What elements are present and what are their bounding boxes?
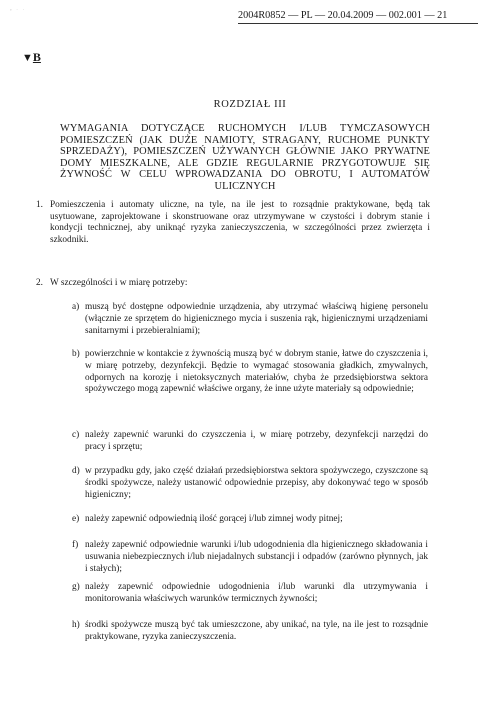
list-item-label: h): [72, 620, 80, 630]
list-item-a: [72, 302, 428, 337]
list-item-text: należy zapewnić odpowiednie warunki i/lub udogodnienia dla higienicznego składowania i usuwania niebezpiecznych i/lub niejadalnych substancji i odpadów (zarówno płynnych, jak i stałych);: [85, 540, 428, 574]
list-item-label: e): [72, 514, 80, 524]
list-item-text: należy zapewnić odpowiednie udogodnienia i/lub warunki dla utrzymywania i monitorowania właściwych warunków termicznych żywności;: [85, 582, 428, 604]
amendment-marker-letter: B: [32, 50, 41, 64]
section-heading: WYMAGANIA DOTYCZĄCE RUCHOMYCH I/LUB TYMCZASOWYCH POMIESZCZEŃ (JAK DUŻE NAMIOTY, STRAGANY, RUCHOME PUNKTY SPRZEDAŻY), POMIESZCZEŃ UŻYWANYCH GŁÓWNIE JAKO PRYWATNE DOMY MIESZKALNE, ALE GDZIE REGULARNIE PRZYGOTOWUJE SIĘ ŻYWNOŚĆ W CELU WPROWADZANIA DO OBROTU, I AUTOMATÓW ULICZNYCH: [60, 123, 430, 192]
triangle-down-icon: ▼: [22, 52, 33, 64]
list-item-label: b): [72, 349, 80, 359]
list-item-text: powierzchnie w kontakcie z żywnością muszą być w dobrym stanie, łatwe do czyszczenia i, w miarę potrzeby, dezynfekcji. Będzie to wymagać stosowania gładkich, zmywalnych, odpornych na korozję i nietoksycznych materiałów, chyba że przedsiębiorstwa sektora spożywczego mogą zapewnić właściwe organy, że inne użyte materiały są odpowiednie;: [85, 349, 428, 395]
list-item-label: g): [72, 582, 80, 592]
list-item-d: [72, 466, 428, 501]
paragraph-2: [36, 278, 430, 290]
list-item-text: należy zapewnić odpowiednią ilość gorącej i/lub zimnej wody pitnej;: [85, 514, 343, 524]
list-item-e: [72, 514, 428, 526]
list-item-f: [72, 540, 428, 575]
amendment-marker: [22, 50, 41, 65]
list-item-text: muszą być dostępne odpowiednie urządzenia, aby utrzymać właściwą higienę personelu (włącznie ze sprzętem do higienicznego mycia i suszenia rąk, higienicznymi urządzeniami sanitarnymi i przebieralniami);: [85, 302, 428, 336]
chapter-title: ROZDZIAŁ III: [213, 99, 287, 110]
document-reference-header: 2004R0852 — PL — 20.04.2009 — 002.001 — 21: [238, 10, 478, 24]
list-item-label: d): [72, 466, 80, 476]
paragraph-number: 1.: [36, 200, 43, 210]
list-item-g: [72, 582, 428, 606]
list-item-label: f): [72, 540, 79, 550]
paragraph-number: 2.: [36, 278, 43, 288]
list-item-c: [72, 430, 428, 454]
paragraph-text: Pomieszczenia i automaty uliczne, na tyle, na ile jest to rozsądnie praktykowane, będą tak usytuowane, zaprojektowane i skonstruowane oraz utrzymywane w czystości i dobrym stanie i kondycji technicznej, aby uniknąć ryzyka zanieczyszczenia, w szczególności przez zwierzęta i szkodniki.: [50, 200, 430, 245]
list-item-text: w przypadku gdy, jako część działań przedsiębiorstwa sektora spożywczego, czyszczone są środki spożywcze, należy ustanowić odpowiednie przepisy, aby dokonywać tego w sposób higieniczny;: [85, 466, 428, 500]
list-item-label: a): [72, 302, 80, 312]
list-item-text: należy zapewnić warunki do czyszczenia i, w miarę potrzeby, dezynfekcji narzędzi do pracy i sprzętu;: [85, 430, 428, 452]
list-item-text: środki spożywcze muszą być tak umieszczone, aby unikać, na tyle, na ile jest to rozsądnie praktykowane, ryzyka zanieczyszczenia.: [85, 620, 428, 642]
list-item-b: [72, 349, 428, 396]
list-item-h: [72, 620, 428, 644]
paragraph-text: W szczególności i w miarę potrzeby:: [50, 278, 188, 288]
list-item-label: c): [72, 430, 80, 440]
scan-corner-mark: ▫ · ·: [10, 7, 27, 12]
paragraph-1: [36, 200, 430, 246]
